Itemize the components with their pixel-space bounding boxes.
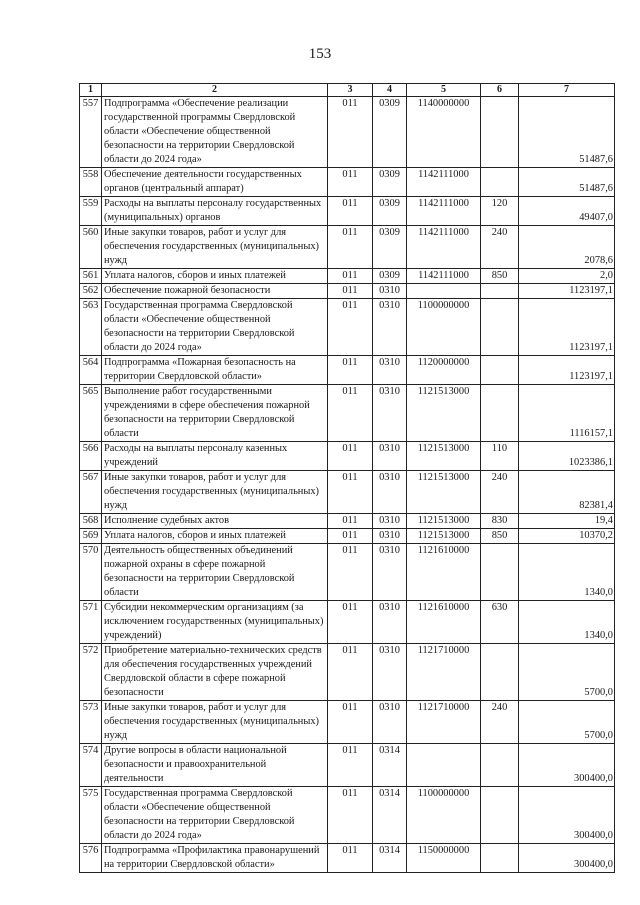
row-number: 561 (80, 269, 102, 284)
row-expense-type (481, 356, 519, 385)
row-grbs-code: 011 (328, 744, 373, 787)
row-target-code: 1121513000 (407, 442, 481, 471)
table-row (80, 787, 615, 844)
row-amount: 1340,0 (519, 544, 615, 601)
row-section-code: 0310 (373, 385, 407, 442)
row-number: 564 (80, 356, 102, 385)
row-section-code: 0309 (373, 226, 407, 269)
row-target-code: 1142111000 (407, 269, 481, 284)
row-section-code: 0310 (373, 471, 407, 514)
row-expense-type (481, 284, 519, 299)
table-row (80, 844, 615, 873)
row-expense-type: 240 (481, 226, 519, 269)
row-section-code: 0310 (373, 601, 407, 644)
row-grbs-code: 011 (328, 844, 373, 873)
row-target-code: 1121513000 (407, 385, 481, 442)
row-amount: 1123197,1 (519, 284, 615, 299)
row-target-code: 1142111000 (407, 226, 481, 269)
row-section-code: 0309 (373, 197, 407, 226)
row-grbs-code: 011 (328, 168, 373, 197)
row-amount: 10370,2 (519, 529, 615, 544)
row-target-code: 1100000000 (407, 787, 481, 844)
table-row (80, 744, 615, 787)
row-amount: 19,4 (519, 514, 615, 529)
row-expense-type (481, 744, 519, 787)
header-cell: 7 (519, 84, 615, 97)
row-section-code: 0310 (373, 529, 407, 544)
row-number: 575 (80, 787, 102, 844)
row-name: Иные закупки товаров, работ и услуг для обеспечения государственных (муниципальных) нужд (102, 471, 328, 514)
row-grbs-code: 011 (328, 356, 373, 385)
row-expense-type: 240 (481, 701, 519, 744)
table-row (80, 284, 615, 299)
row-number: 560 (80, 226, 102, 269)
table-row (80, 385, 615, 442)
row-target-code: 1121710000 (407, 701, 481, 744)
header-cell: 6 (481, 84, 519, 97)
row-amount: 51487,6 (519, 97, 615, 168)
row-name: Подпрограмма «Профилактика правонарушений на территории Свердловской области» (102, 844, 328, 873)
table-row (80, 544, 615, 601)
table-row (80, 168, 615, 197)
row-grbs-code: 011 (328, 197, 373, 226)
row-amount: 49407,0 (519, 197, 615, 226)
row-expense-type (481, 787, 519, 844)
row-amount: 1023386,1 (519, 442, 615, 471)
row-number: 562 (80, 284, 102, 299)
row-grbs-code: 011 (328, 471, 373, 514)
row-grbs-code: 011 (328, 385, 373, 442)
row-amount: 5700,0 (519, 701, 615, 744)
row-grbs-code: 011 (328, 284, 373, 299)
row-target-code: 1142111000 (407, 197, 481, 226)
row-section-code: 0309 (373, 168, 407, 197)
table-row (80, 644, 615, 701)
row-expense-type: 850 (481, 529, 519, 544)
row-number: 558 (80, 168, 102, 197)
row-name: Исполнение судебных актов (102, 514, 328, 529)
row-grbs-code: 011 (328, 514, 373, 529)
row-section-code: 0309 (373, 269, 407, 284)
header-row (80, 84, 615, 97)
row-expense-type: 630 (481, 601, 519, 644)
row-target-code: 1120000000 (407, 356, 481, 385)
table-row (80, 197, 615, 226)
row-name: Приобретение материально-технических средств для обеспечения государственных учреждений Свердловской области в сфере пожарной безопасности (102, 644, 328, 701)
row-target-code: 1121710000 (407, 644, 481, 701)
row-amount: 1123197,1 (519, 299, 615, 356)
row-expense-type (481, 644, 519, 701)
row-number: 559 (80, 197, 102, 226)
row-number: 557 (80, 97, 102, 168)
row-name: Деятельность общественных объединений пожарной охраны в сфере пожарной безопасности на территории Свердловской области (102, 544, 328, 601)
row-amount: 300400,0 (519, 787, 615, 844)
row-amount: 300400,0 (519, 744, 615, 787)
header-cell: 4 (373, 84, 407, 97)
table-row (80, 356, 615, 385)
row-expense-type (481, 844, 519, 873)
row-target-code (407, 744, 481, 787)
row-section-code: 0314 (373, 844, 407, 873)
row-expense-type (481, 97, 519, 168)
row-name: Субсидии некоммерческим организациям (за исключением государственных (муниципальных) учреждений) (102, 601, 328, 644)
row-name: Уплата налогов, сборов и иных платежей (102, 269, 328, 284)
row-number: 576 (80, 844, 102, 873)
budget-table (79, 83, 615, 873)
row-name: Государственная программа Свердловской области «Обеспечение общественной безопасности на территории Свердловской области до 2024 года» (102, 299, 328, 356)
table-row (80, 269, 615, 284)
row-name: Иные закупки товаров, работ и услуг для обеспечения государственных (муниципальных) нужд (102, 226, 328, 269)
table-row (80, 601, 615, 644)
row-section-code: 0310 (373, 514, 407, 529)
row-number: 565 (80, 385, 102, 442)
page-number: 153 (308, 46, 332, 62)
row-expense-type (481, 544, 519, 601)
row-expense-type (481, 168, 519, 197)
table-row (80, 226, 615, 269)
row-name: Уплата налогов, сборов и иных платежей (102, 529, 328, 544)
row-target-code: 1121610000 (407, 544, 481, 601)
row-section-code: 0310 (373, 644, 407, 701)
row-expense-type: 120 (481, 197, 519, 226)
row-section-code: 0310 (373, 356, 407, 385)
row-name: Обеспечение пожарной безопасности (102, 284, 328, 299)
row-section-code: 0310 (373, 701, 407, 744)
row-grbs-code: 011 (328, 787, 373, 844)
row-grbs-code: 011 (328, 97, 373, 168)
row-expense-type (481, 385, 519, 442)
row-target-code: 1100000000 (407, 299, 481, 356)
row-number: 574 (80, 744, 102, 787)
row-target-code: 1121610000 (407, 601, 481, 644)
row-name: Выполнение работ государственными учреждениями в сфере обеспечения пожарной безопасности на территории Свердловской области (102, 385, 328, 442)
row-number: 571 (80, 601, 102, 644)
table-row (80, 514, 615, 529)
row-grbs-code: 011 (328, 299, 373, 356)
row-number: 563 (80, 299, 102, 356)
row-number: 566 (80, 442, 102, 471)
row-name: Иные закупки товаров, работ и услуг для обеспечения государственных (муниципальных) нужд (102, 701, 328, 744)
header-cell: 3 (328, 84, 373, 97)
row-grbs-code: 011 (328, 701, 373, 744)
row-section-code: 0310 (373, 299, 407, 356)
row-number: 568 (80, 514, 102, 529)
row-expense-type: 110 (481, 442, 519, 471)
table-row (80, 442, 615, 471)
row-amount: 1123197,1 (519, 356, 615, 385)
row-name: Подпрограмма «Пожарная безопасность на территории Свердловской области» (102, 356, 328, 385)
row-section-code: 0310 (373, 284, 407, 299)
row-grbs-code: 011 (328, 442, 373, 471)
row-name: Расходы на выплаты персоналу казенных учреждений (102, 442, 328, 471)
header-cell: 1 (80, 84, 102, 97)
row-name: Другие вопросы в области национальной безопасности и правоохранительной деятельности (102, 744, 328, 787)
row-amount: 1116157,1 (519, 385, 615, 442)
table-row (80, 471, 615, 514)
row-number: 572 (80, 644, 102, 701)
row-grbs-code: 011 (328, 226, 373, 269)
row-target-code: 1121513000 (407, 514, 481, 529)
row-name: Расходы на выплаты персоналу государственных (муниципальных) органов (102, 197, 328, 226)
row-grbs-code: 011 (328, 644, 373, 701)
row-expense-type: 240 (481, 471, 519, 514)
table-row (80, 701, 615, 744)
table-row (80, 299, 615, 356)
row-target-code: 1121513000 (407, 529, 481, 544)
row-name: Подпрограмма «Обеспечение реализации государственной программы Свердловской области «Обеспечение общественной безопасности на территории Свердловской области до 2024 года» (102, 97, 328, 168)
row-number: 567 (80, 471, 102, 514)
row-number: 570 (80, 544, 102, 601)
row-section-code: 0310 (373, 442, 407, 471)
row-name: Государственная программа Свердловской области «Обеспечение общественной безопасности на территории Свердловской области до 2024 года» (102, 787, 328, 844)
row-target-code: 1150000000 (407, 844, 481, 873)
row-section-code: 0309 (373, 97, 407, 168)
row-target-code (407, 284, 481, 299)
row-amount: 1340,0 (519, 601, 615, 644)
row-number: 573 (80, 701, 102, 744)
row-amount: 5700,0 (519, 644, 615, 701)
row-section-code: 0314 (373, 744, 407, 787)
header-cell: 5 (407, 84, 481, 97)
header-cell: 2 (102, 84, 328, 97)
row-target-code: 1142111000 (407, 168, 481, 197)
row-amount: 51487,6 (519, 168, 615, 197)
row-expense-type (481, 299, 519, 356)
row-expense-type: 830 (481, 514, 519, 529)
row-target-code: 1140000000 (407, 97, 481, 168)
row-name: Обеспечение деятельности государственных органов (центральный аппарат) (102, 168, 328, 197)
row-expense-type: 850 (481, 269, 519, 284)
row-grbs-code: 011 (328, 269, 373, 284)
row-number: 569 (80, 529, 102, 544)
row-target-code: 1121513000 (407, 471, 481, 514)
row-amount: 2078,6 (519, 226, 615, 269)
row-section-code: 0310 (373, 544, 407, 601)
row-grbs-code: 011 (328, 529, 373, 544)
table-row (80, 97, 615, 168)
row-grbs-code: 011 (328, 544, 373, 601)
row-amount: 2,0 (519, 269, 615, 284)
row-section-code: 0314 (373, 787, 407, 844)
row-amount: 82381,4 (519, 471, 615, 514)
row-amount: 300400,0 (519, 844, 615, 873)
table-row (80, 529, 615, 544)
row-grbs-code: 011 (328, 601, 373, 644)
